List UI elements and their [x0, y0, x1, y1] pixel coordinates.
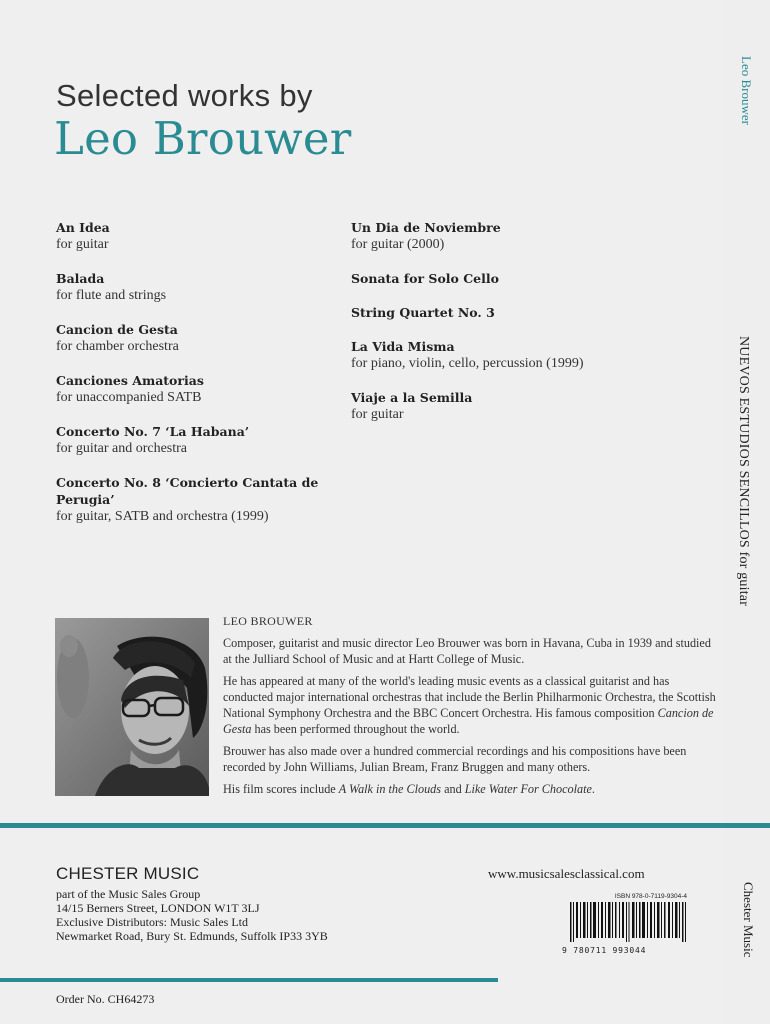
- spine-author: Leo Brouwer: [739, 56, 754, 125]
- bio-paragraph: Composer, guitarist and music director Leo Brouwer was born in Havana, Cuba in 1939 and studied at the Julliard School of Music and at Hartt College of Music.: [223, 636, 711, 666]
- spine-title: NUEVOS ESTUDIOS SENCILLOS for guitar: [736, 336, 751, 607]
- bio-italic-film: Like Water For Chocolate: [464, 782, 592, 796]
- composer-portrait: [55, 618, 209, 796]
- work-subtitle: for guitar, SATB and orchestra (1999): [56, 509, 269, 524]
- bio-text: He has appeared at many of the world's leading music events as a classical guitarist and has conducted major international orchestras that include the Berlin Philharmonic Orchestra, the Scottish National Symphony Orchestra and the BBC Concert Orchestra. His famous composition: [223, 674, 716, 720]
- work-item: [56, 474, 326, 525]
- work-title: String Quartet No. 3: [351, 305, 495, 320]
- work-item: [351, 270, 651, 287]
- work-title: Un Dia de Noviembre: [351, 220, 501, 235]
- work-subtitle: for unaccompanied SATB: [56, 390, 202, 405]
- composer-bio: [223, 613, 718, 803]
- barcode: [562, 893, 697, 955]
- work-item: [56, 219, 326, 253]
- bio-text: .: [591, 782, 595, 796]
- work-title: Cancion de Gesta: [56, 322, 178, 337]
- publisher-block: [56, 864, 456, 943]
- work-item: [56, 321, 326, 355]
- publisher-line: part of the Music Sales Group: [56, 887, 201, 901]
- publisher-line: Exclusive Distributors: Music Sales Ltd: [56, 915, 248, 929]
- heading-selected-works: Selected works by: [56, 78, 313, 113]
- work-item: [351, 219, 651, 253]
- barcode-digits: 9 780711 993044: [562, 946, 647, 955]
- work-item: [351, 304, 651, 321]
- work-item: [56, 372, 326, 406]
- work-subtitle: for chamber orchestra: [56, 339, 179, 354]
- work-item: [351, 389, 651, 423]
- isbn-number: ISBN 978-0-7119-9304-4: [614, 893, 687, 900]
- work-subtitle: for guitar: [56, 237, 109, 252]
- bio-italic-work: Cancion de Gesta: [223, 706, 714, 736]
- publisher-name: CHESTER MUSIC: [56, 864, 200, 883]
- spine-publisher: Chester Music: [741, 882, 756, 958]
- work-subtitle: for guitar (2000): [351, 237, 445, 252]
- work-item: [56, 270, 326, 304]
- work-title: Viaje a la Semilla: [351, 390, 473, 405]
- barcode-icon: [562, 902, 697, 942]
- work-title: Sonata for Solo Cello: [351, 271, 499, 286]
- work-title: Canciones Amatorias: [56, 373, 204, 388]
- work-subtitle: for flute and strings: [56, 288, 167, 303]
- bio-text: has been performed throughout the world.: [251, 722, 460, 736]
- work-title: Balada: [56, 271, 105, 286]
- portrait-illustration: [55, 618, 209, 796]
- bio-italic-film: A Walk in the Clouds: [338, 782, 442, 796]
- work-subtitle: for piano, violin, cello, percussion (1999): [351, 356, 584, 371]
- publisher-line: 14/15 Berners Street, LONDON W1T 3LJ: [56, 901, 260, 915]
- work-title: An Idea: [56, 220, 110, 235]
- work-item: [56, 423, 326, 457]
- heading-composer-name: Leo Brouwer: [54, 112, 352, 165]
- work-title: Concerto No. 8 ‘Concierto Cantata de Perugia’: [56, 475, 319, 507]
- works-list-left: [56, 219, 326, 542]
- bio-heading: LEO BROUWER: [223, 614, 313, 628]
- publisher-line: Newmarket Road, Bury St. Edmunds, Suffolk IP33 3YB: [56, 929, 328, 943]
- order-number: Order No. CH64273: [56, 992, 155, 1006]
- work-item: [351, 338, 651, 372]
- bio-paragraph: Brouwer has also made over a hundred commercial recordings and his compositions have been recorded by John Williams, Julian Bream, Franz Bruggen and many others.: [223, 744, 687, 774]
- works-list-right: [351, 219, 651, 440]
- accent-band: [0, 823, 770, 828]
- bio-text: and: [441, 782, 465, 796]
- work-title: La Vida Misma: [351, 339, 455, 354]
- work-title: Concerto No. 7 ‘La Habana’: [56, 424, 250, 439]
- work-subtitle: for guitar and orchestra: [56, 441, 187, 456]
- bio-paragraph: [223, 781, 718, 797]
- work-subtitle: for guitar: [351, 407, 404, 422]
- bio-text: His film scores include: [223, 782, 339, 796]
- accent-band-bottom: [0, 978, 498, 982]
- website-link[interactable]: www.musicsalesclassical.com: [488, 866, 645, 881]
- bio-paragraph: [223, 673, 718, 737]
